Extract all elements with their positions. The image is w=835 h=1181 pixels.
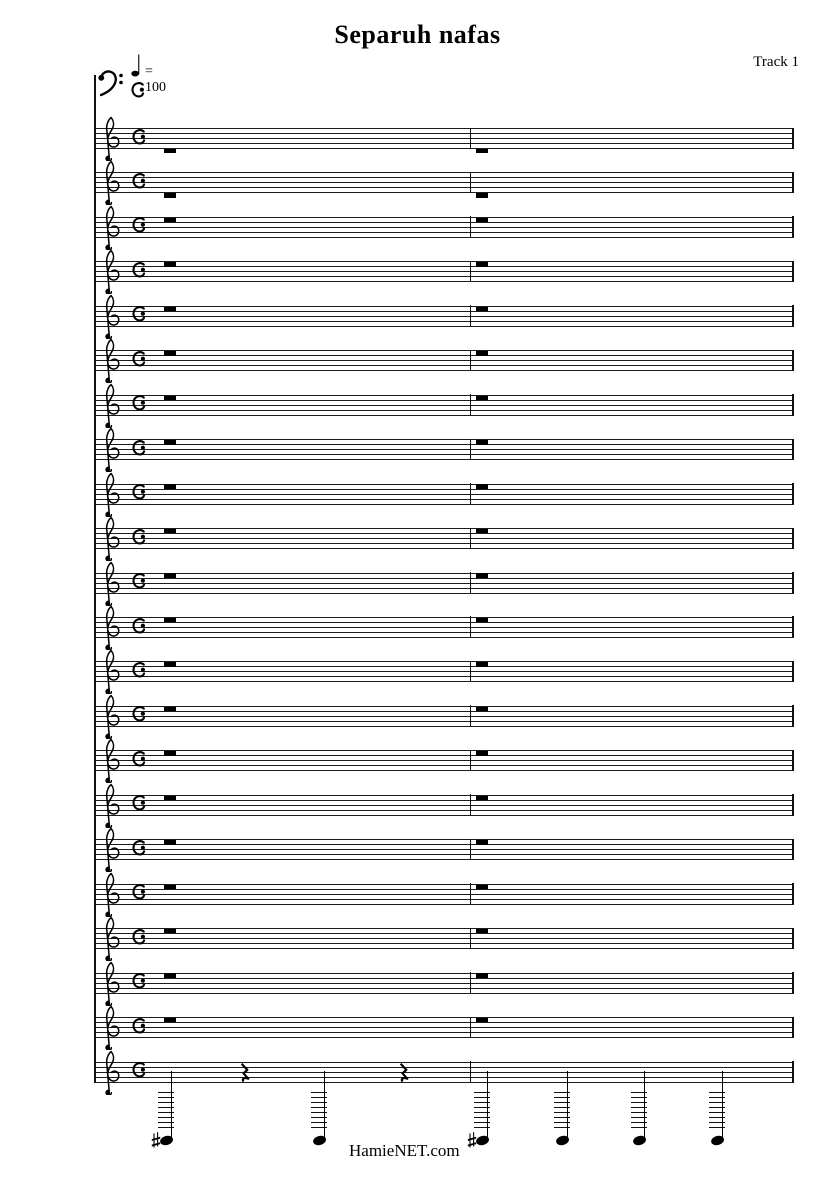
- whole-rest-m1: [164, 573, 177, 578]
- treble-clef-icon: [99, 1004, 123, 1050]
- staff-line: [95, 227, 794, 228]
- whole-rest-m1: [164, 885, 177, 890]
- staff-line: [95, 365, 794, 366]
- staff-line: [95, 400, 794, 401]
- staff-line: [95, 750, 794, 751]
- staff-line: [95, 859, 794, 860]
- measure-barline: [470, 750, 471, 771]
- staff-line: [95, 148, 794, 149]
- staff-line: [95, 943, 794, 944]
- staff-line: [95, 444, 794, 445]
- staff-line: [95, 271, 794, 272]
- measure-barline: [470, 483, 471, 504]
- measure-barline: [470, 794, 471, 815]
- measure-barline: [470, 305, 471, 326]
- whole-rest-m2: [476, 484, 489, 489]
- whole-rest-m2: [476, 529, 489, 534]
- staff-line: [95, 617, 794, 618]
- treble-clef-icon: [99, 737, 123, 783]
- whole-rest-m1: [164, 929, 177, 934]
- staff-line: [95, 528, 794, 529]
- measure-barline: [470, 216, 471, 237]
- staff-line: [95, 217, 794, 218]
- staff-line: [95, 237, 794, 238]
- treble-clef-icon: [99, 1049, 123, 1095]
- quarter-notehead: [710, 1134, 725, 1146]
- staff-line: [95, 632, 794, 633]
- treble-clef-icon: [99, 782, 123, 828]
- common-time-icon: [131, 572, 146, 589]
- measure-barline: [470, 439, 471, 460]
- staff-line: [95, 548, 794, 549]
- staff-line: [95, 928, 794, 929]
- whole-rest-m2: [476, 885, 489, 890]
- tempo-quarter-note-icon: [131, 53, 143, 77]
- staff-line: [95, 276, 794, 277]
- measure-barline: [470, 350, 471, 371]
- end-barline: [792, 1017, 793, 1038]
- staff-line: [95, 172, 794, 173]
- staff-line: [95, 177, 794, 178]
- staff-line: [95, 583, 794, 584]
- whole-rest-m2: [476, 973, 489, 978]
- staff-line: [95, 1067, 794, 1068]
- staff-line: [95, 795, 794, 796]
- staff-line: [95, 755, 794, 756]
- staff-line: [95, 661, 794, 662]
- common-time-icon: [131, 483, 146, 500]
- staff-line: [95, 326, 794, 327]
- staff-line: [95, 395, 794, 396]
- end-barline: [792, 572, 793, 593]
- staff-line: [95, 889, 794, 890]
- measure-barline: [470, 572, 471, 593]
- staff-line: [95, 593, 794, 594]
- treble-clef-icon: [99, 337, 123, 383]
- staff-line: [95, 844, 794, 845]
- staff-line: [95, 355, 794, 356]
- page-title: Separuh nafas: [334, 20, 501, 49]
- staff-line: [95, 805, 794, 806]
- quarter-notehead: [555, 1134, 570, 1146]
- staff-line: [95, 538, 794, 539]
- staff-line: [95, 948, 794, 949]
- credit-text: HamieNET.com: [349, 1141, 460, 1160]
- whole-rest-m2: [476, 618, 489, 623]
- staff-line: [95, 983, 794, 984]
- common-time-icon: [131, 216, 146, 233]
- staff-line: [95, 726, 794, 727]
- whole-rest-m1: [164, 529, 177, 534]
- whole-rest-m2: [476, 396, 489, 401]
- common-time-icon: [131, 705, 146, 722]
- staff-line: [95, 973, 794, 974]
- whole-rest-m2: [476, 751, 489, 756]
- sharp-icon: [467, 1131, 477, 1151]
- staff-line: [95, 281, 794, 282]
- whole-rest-m2: [476, 440, 489, 445]
- measure-barline: [470, 261, 471, 282]
- measure-barline: [470, 394, 471, 415]
- staff-line: [95, 306, 794, 307]
- note-stem: [171, 1071, 172, 1140]
- measure-barline: [470, 128, 471, 149]
- end-barline: [792, 839, 793, 860]
- whole-rest-m1: [164, 796, 177, 801]
- staff-line: [95, 182, 794, 183]
- treble-clef-icon: [99, 604, 123, 650]
- staff-line: [95, 128, 794, 129]
- measure-barline: [470, 528, 471, 549]
- end-barline: [792, 483, 793, 504]
- staff-line: [95, 311, 794, 312]
- note-stem: [324, 1071, 325, 1140]
- common-time-icon: [131, 261, 146, 278]
- staff-line: [95, 370, 794, 371]
- end-barline: [792, 439, 793, 460]
- note-stem: [722, 1071, 723, 1140]
- staff-line: [95, 839, 794, 840]
- staff-line: [95, 671, 794, 672]
- staff-line: [95, 578, 794, 579]
- staff-line: [95, 1032, 794, 1033]
- end-barline: [792, 705, 793, 726]
- staff-line: [95, 1037, 794, 1038]
- treble-clef-icon: [99, 115, 123, 161]
- staff-line: [95, 449, 794, 450]
- treble-clef-icon: [99, 204, 123, 250]
- note-stem: [567, 1071, 568, 1140]
- treble-clef-icon: [99, 560, 123, 606]
- staff-line: [95, 978, 794, 979]
- end-barline: [792, 305, 793, 326]
- staff-line: [95, 1072, 794, 1073]
- measure-barline: [470, 883, 471, 904]
- end-barline: [792, 128, 793, 149]
- whole-rest-m2: [476, 262, 489, 267]
- quarter-notehead: [632, 1134, 647, 1146]
- common-time-icon: [131, 1061, 146, 1078]
- staff-line: [95, 884, 794, 885]
- staff-line: [95, 894, 794, 895]
- staff-line: [95, 459, 794, 460]
- end-barline: [792, 794, 793, 815]
- track-label: Track 1: [753, 54, 799, 70]
- whole-rest-m2: [476, 840, 489, 845]
- whole-rest-m1: [164, 973, 177, 978]
- staff-line: [95, 800, 794, 801]
- staff-line: [95, 187, 794, 188]
- treble-clef-icon: [99, 382, 123, 428]
- staff-line: [95, 484, 794, 485]
- common-time-icon: [131, 350, 146, 367]
- staff-line: [95, 676, 794, 677]
- whole-rest-m2: [476, 929, 489, 934]
- whole-rest-m1: [164, 262, 177, 267]
- staff-line: [95, 1077, 794, 1078]
- treble-clef-icon: [99, 159, 123, 205]
- note-stem: [644, 1071, 645, 1140]
- staff-line: [95, 721, 794, 722]
- staff-line: [95, 360, 794, 361]
- common-time-icon: [130, 81, 145, 98]
- quarter-notehead: [312, 1134, 327, 1146]
- measure-barline: [470, 172, 471, 193]
- measure-barline: [470, 616, 471, 637]
- staff-line: [95, 489, 794, 490]
- staff-line: [95, 666, 794, 667]
- staff-line: [95, 133, 794, 134]
- staff-line: [95, 622, 794, 623]
- staff-line: [95, 321, 794, 322]
- end-barline: [792, 928, 793, 949]
- treble-clef-icon: [99, 960, 123, 1006]
- staff-line: [95, 904, 794, 905]
- common-time-icon: [131, 750, 146, 767]
- common-time-icon: [131, 661, 146, 678]
- staff-line: [95, 494, 794, 495]
- whole-rest-m1: [164, 440, 177, 445]
- common-time-icon: [131, 972, 146, 989]
- whole-rest-m2: [476, 707, 489, 712]
- whole-rest-m2: [476, 149, 489, 154]
- common-time-icon: [131, 172, 146, 189]
- whole-rest-m1: [164, 840, 177, 845]
- end-barline: [792, 616, 793, 637]
- staff-line: [95, 988, 794, 989]
- staff-line: [95, 192, 794, 193]
- staff-line: [95, 588, 794, 589]
- common-time-icon: [131, 394, 146, 411]
- end-barline: [792, 750, 793, 771]
- measure-barline: [470, 1017, 471, 1038]
- staff-line: [95, 138, 794, 139]
- whole-rest-m1: [164, 1018, 177, 1023]
- common-time-icon: [131, 528, 146, 545]
- staff-line: [95, 711, 794, 712]
- whole-rest-m2: [476, 218, 489, 223]
- staff-line: [95, 899, 794, 900]
- staff-line: [95, 405, 794, 406]
- staff-line: [95, 1062, 794, 1063]
- end-barline: [792, 661, 793, 682]
- quarter-rest-icon: [238, 1063, 251, 1082]
- treble-clef-icon: [99, 871, 123, 917]
- staff-line: [95, 573, 794, 574]
- whole-rest-m1: [164, 618, 177, 623]
- staff-line: [95, 760, 794, 761]
- end-barline: [792, 261, 793, 282]
- staff-line: [95, 410, 794, 411]
- staff-line: [95, 681, 794, 682]
- whole-rest-m1: [164, 218, 177, 223]
- staff-line: [95, 439, 794, 440]
- common-time-icon: [131, 839, 146, 856]
- whole-rest-m1: [164, 307, 177, 312]
- staff-line: [95, 261, 794, 262]
- treble-clef-icon: [99, 693, 123, 739]
- staff-line: [95, 765, 794, 766]
- staff-line: [95, 1017, 794, 1018]
- whole-rest-m1: [164, 149, 177, 154]
- whole-rest-m1: [164, 751, 177, 756]
- treble-clef-icon: [99, 915, 123, 961]
- staff-line: [95, 543, 794, 544]
- staff-line: [95, 854, 794, 855]
- staff-line: [95, 232, 794, 233]
- bass-clef-icon: [95, 68, 125, 98]
- staff-line: [95, 716, 794, 717]
- staff-line: [95, 849, 794, 850]
- treble-clef-icon: [99, 471, 123, 517]
- whole-rest-m1: [164, 662, 177, 667]
- treble-clef-icon: [99, 248, 123, 294]
- staff-line: [95, 350, 794, 351]
- sharp-icon: [151, 1131, 161, 1151]
- treble-clef-icon: [99, 515, 123, 561]
- staff-line: [95, 1082, 794, 1083]
- treble-clef-icon: [99, 826, 123, 872]
- staff-line: [95, 499, 794, 500]
- staff-line: [95, 810, 794, 811]
- whole-rest-m1: [164, 707, 177, 712]
- common-time-icon: [131, 617, 146, 634]
- quarter-rest-icon: [397, 1063, 410, 1082]
- whole-rest-m1: [164, 351, 177, 356]
- measure-barline: [470, 972, 471, 993]
- staff-line: [95, 815, 794, 816]
- staff-line: [95, 1027, 794, 1028]
- common-time-icon: [131, 439, 146, 456]
- staff-line: [95, 504, 794, 505]
- common-time-icon: [131, 794, 146, 811]
- staff-line: [95, 706, 794, 707]
- end-barline: [792, 172, 793, 193]
- staff-line: [95, 993, 794, 994]
- note-stem: [487, 1071, 488, 1140]
- staff-line: [95, 637, 794, 638]
- measure-barline: [470, 661, 471, 682]
- staff-line: [95, 1022, 794, 1023]
- whole-rest-m2: [476, 662, 489, 667]
- whole-rest-m2: [476, 193, 489, 198]
- whole-rest-m2: [476, 573, 489, 578]
- whole-rest-m2: [476, 796, 489, 801]
- measure-barline: [470, 1061, 471, 1082]
- staff-line: [95, 454, 794, 455]
- staff-line: [95, 143, 794, 144]
- treble-clef-icon: [99, 426, 123, 472]
- common-time-icon: [131, 1017, 146, 1034]
- whole-rest-m1: [164, 484, 177, 489]
- whole-rest-m1: [164, 193, 177, 198]
- measure-barline: [470, 839, 471, 860]
- measure-barline: [470, 705, 471, 726]
- end-barline: [792, 394, 793, 415]
- end-barline: [792, 528, 793, 549]
- end-barline: [792, 972, 793, 993]
- treble-clef-icon: [99, 293, 123, 339]
- end-barline: [792, 216, 793, 237]
- staff-line: [95, 933, 794, 934]
- tempo-text: = 100: [145, 64, 166, 95]
- end-barline: [792, 883, 793, 904]
- whole-rest-m2: [476, 1018, 489, 1023]
- common-time-icon: [131, 928, 146, 945]
- end-barline: [792, 350, 793, 371]
- common-time-icon: [131, 883, 146, 900]
- whole-rest-m2: [476, 307, 489, 312]
- staff-line: [95, 415, 794, 416]
- staff-line: [95, 533, 794, 534]
- treble-clef-icon: [99, 648, 123, 694]
- end-barline: [792, 1061, 793, 1082]
- staff-line: [95, 627, 794, 628]
- whole-rest-m1: [164, 396, 177, 401]
- staff-line: [95, 938, 794, 939]
- measure-barline: [470, 928, 471, 949]
- whole-rest-m2: [476, 351, 489, 356]
- staff-line: [95, 770, 794, 771]
- common-time-icon: [131, 128, 146, 145]
- staff-line: [95, 266, 794, 267]
- staff-line: [95, 316, 794, 317]
- staff-line: [95, 222, 794, 223]
- common-time-icon: [131, 305, 146, 322]
